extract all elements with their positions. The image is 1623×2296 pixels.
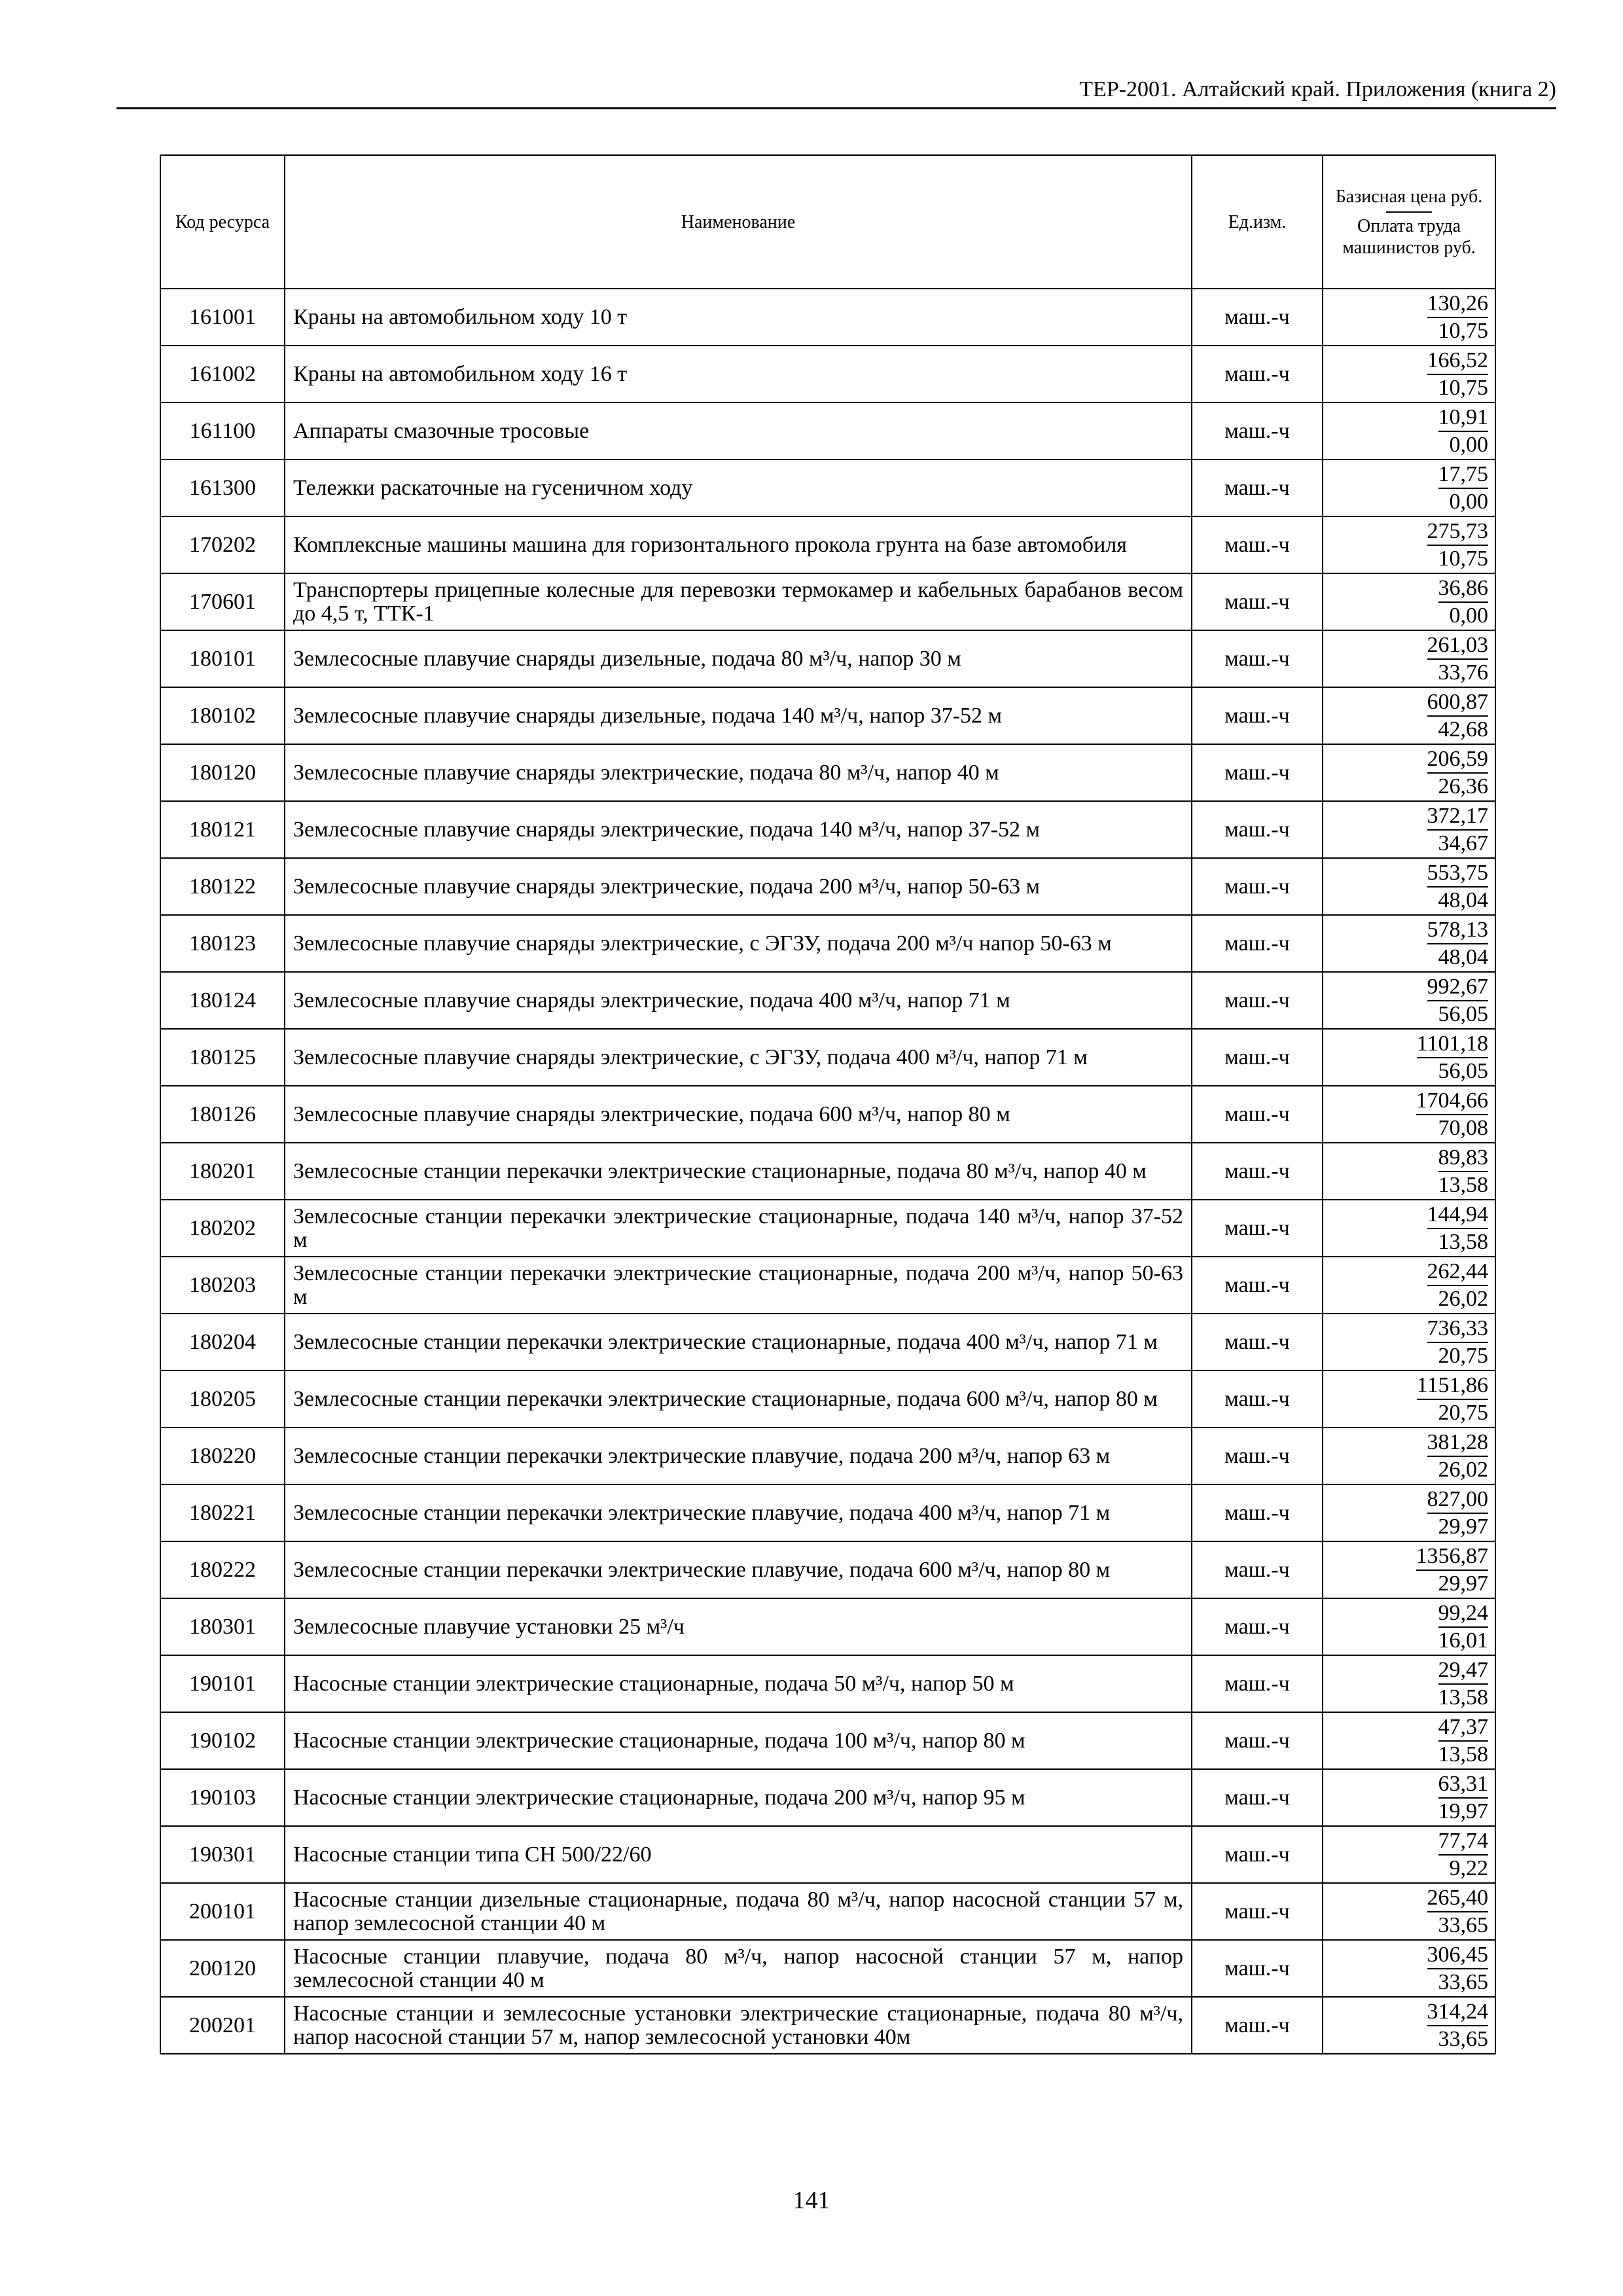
- base-price-value: 381,28: [1427, 1429, 1489, 1457]
- price-cell: [1323, 1257, 1495, 1314]
- base-price-value: 261,03: [1427, 632, 1489, 660]
- unit-cell: маш.-ч: [1192, 1940, 1323, 1997]
- table-row: [160, 1541, 1495, 1598]
- resource-name-cell: Краны на автомобильном ходу 16 т: [285, 346, 1192, 403]
- price-cell: [1323, 744, 1495, 801]
- resource-code-cell: 161002: [160, 346, 285, 403]
- unit-cell: маш.-ч: [1192, 289, 1323, 346]
- base-price-value: 306,45: [1427, 1942, 1489, 1969]
- price-fraction: [1427, 348, 1489, 401]
- table-row: [160, 1826, 1495, 1883]
- resource-name-cell: Насосные станции электрические стационарные, подача 50 м³/ч, напор 50 м: [285, 1655, 1192, 1712]
- price-cell: [1323, 687, 1495, 744]
- price-cell: [1323, 858, 1495, 915]
- page-number: 141: [793, 2187, 830, 2214]
- price-fraction: [1427, 1486, 1489, 1540]
- table-row: [160, 1769, 1495, 1826]
- table-row: [160, 687, 1495, 744]
- column-header-code: Код ресурса: [160, 155, 285, 289]
- price-fraction: [1427, 860, 1489, 914]
- resource-code-cell: 200101: [160, 1883, 285, 1940]
- price-cell: [1323, 1940, 1495, 1997]
- unit-cell: маш.-ч: [1192, 858, 1323, 915]
- resource-code-cell: 161100: [160, 403, 285, 459]
- base-price-value: 736,33: [1427, 1316, 1489, 1343]
- price-fraction: [1416, 1543, 1489, 1597]
- resource-table: [160, 154, 1496, 2054]
- table-row: [160, 744, 1495, 801]
- price-fraction: [1427, 689, 1489, 743]
- operator-wage-value: 29,97: [1438, 1571, 1488, 1596]
- table-row: [160, 1257, 1495, 1314]
- resource-name-cell: Землесосные станции перекачки электрические плавучие, подача 400 м³/ч, напор 71 м: [285, 1484, 1192, 1541]
- resource-code-cell: 200201: [160, 1997, 285, 2054]
- unit-cell: маш.-ч: [1192, 1883, 1323, 1940]
- operator-wage-value: 10,75: [1438, 318, 1488, 343]
- operator-wage-value: 19,97: [1438, 1799, 1488, 1823]
- price-cell: [1323, 1200, 1495, 1257]
- column-header-unit: Ед.изм.: [1192, 155, 1323, 289]
- operator-wage-value: 10,75: [1438, 375, 1488, 400]
- price-cell: [1323, 1769, 1495, 1826]
- column-header-operator-wage: Оплата труда машинистов руб.: [1342, 215, 1476, 258]
- resource-name-cell: Землесосные станции перекачки электрические плавучие, подача 600 м³/ч, напор 80 м: [285, 1541, 1192, 1598]
- resource-name-cell: Краны на автомобильном ходу 10 т: [285, 289, 1192, 346]
- resource-name-cell: Землесосные плавучие снаряды электрические, с ЭГЗУ, подача 200 м³/ч напор 50-63 м: [285, 915, 1192, 972]
- operator-wage-value: 33,76: [1438, 660, 1488, 685]
- price-cell: [1323, 1997, 1495, 2054]
- resource-code-cell: 180202: [160, 1200, 285, 1257]
- unit-cell: маш.-ч: [1192, 1484, 1323, 1541]
- price-cell: [1323, 1427, 1495, 1484]
- resource-code-cell: 180122: [160, 858, 285, 915]
- resource-name-cell: Насосные станции и землесосные установки электрические стационарные, подача 80 м³/ч, напор насосной станции 57 м, напор землесосной установки 40м: [285, 1997, 1192, 2054]
- resource-code-cell: 170601: [160, 573, 285, 630]
- table-row: [160, 289, 1495, 346]
- resource-name-cell: Землесосные плавучие снаряды электрические, подача 80 м³/ч, напор 40 м: [285, 744, 1192, 801]
- operator-wage-value: 34,67: [1438, 831, 1488, 855]
- resource-code-cell: 180101: [160, 630, 285, 687]
- price-fraction: [1427, 1942, 1489, 1996]
- base-price-value: 47,37: [1438, 1714, 1489, 1742]
- resource-code-cell: 161300: [160, 459, 285, 516]
- resource-name-cell: Землесосные плавучие снаряды дизельные, подача 80 м³/ч, напор 30 м: [285, 630, 1192, 687]
- table-row: [160, 858, 1495, 915]
- resource-name-cell: Комплексные машины машина для горизонтального прокола грунта на базе автомобиля: [285, 516, 1192, 573]
- table-row: [160, 1314, 1495, 1371]
- price-fraction: [1427, 746, 1489, 800]
- price-cell: [1323, 972, 1495, 1029]
- price-fraction: [1416, 1088, 1489, 1141]
- unit-cell: маш.-ч: [1192, 1997, 1323, 2054]
- base-price-value: 36,86: [1438, 575, 1489, 603]
- operator-wage-value: 56,05: [1438, 1001, 1488, 1026]
- price-fraction: [1427, 1429, 1489, 1483]
- resource-name-cell: Землесосные станции перекачки электрические стационарные, подача 80 м³/ч, напор 40 м: [285, 1143, 1192, 1200]
- unit-cell: маш.-ч: [1192, 1257, 1323, 1314]
- price-cell: [1323, 1826, 1495, 1883]
- base-price-value: 372,17: [1427, 803, 1489, 831]
- base-price-value: 1151,86: [1417, 1372, 1488, 1400]
- table-row: [160, 972, 1495, 1029]
- operator-wage-value: 48,04: [1438, 944, 1488, 969]
- price-fraction: [1438, 1600, 1489, 1654]
- operator-wage-value: 13,58: [1438, 1229, 1488, 1254]
- operator-wage-value: 33,65: [1438, 1969, 1488, 1994]
- resource-code-cell: 180201: [160, 1143, 285, 1200]
- unit-cell: маш.-ч: [1192, 972, 1323, 1029]
- unit-cell: маш.-ч: [1192, 1598, 1323, 1655]
- price-cell: [1323, 801, 1495, 858]
- table-row: [160, 1371, 1495, 1427]
- column-header-divider: [1386, 211, 1432, 213]
- resource-code-cell: 170202: [160, 516, 285, 573]
- table-row: [160, 573, 1495, 630]
- price-fraction: [1438, 1145, 1489, 1198]
- price-fraction: [1417, 1372, 1488, 1426]
- unit-cell: маш.-ч: [1192, 573, 1323, 630]
- resource-name-cell: Аппараты смазочные тросовые: [285, 403, 1192, 459]
- operator-wage-value: 26,36: [1438, 774, 1488, 798]
- base-price-value: 827,00: [1427, 1486, 1489, 1514]
- price-cell: [1323, 1314, 1495, 1371]
- operator-wage-value: 16,01: [1438, 1628, 1488, 1653]
- page-header: [116, 73, 1556, 109]
- resource-name-cell: Транспортеры прицепные колесные для перевозки термокамер и кабельных барабанов весом до 4,5 т, ТТК-1: [285, 573, 1192, 630]
- unit-cell: маш.-ч: [1192, 915, 1323, 972]
- base-price-value: 1101,18: [1417, 1031, 1488, 1058]
- price-cell: [1323, 403, 1495, 459]
- table-row: [160, 801, 1495, 858]
- base-price-value: 275,73: [1427, 518, 1489, 546]
- price-cell: [1323, 459, 1495, 516]
- operator-wage-value: 33,65: [1438, 1912, 1488, 1937]
- price-fraction: [1427, 803, 1489, 857]
- base-price-value: 166,52: [1427, 348, 1489, 375]
- resource-code-cell: 200120: [160, 1940, 285, 1997]
- table-row: [160, 1712, 1495, 1769]
- resource-code-cell: 190102: [160, 1712, 285, 1769]
- resource-name-cell: Землесосные станции перекачки электрические стационарные, подача 400 м³/ч, напор 71 м: [285, 1314, 1192, 1371]
- column-header-base-price: Базисная цена руб.: [1335, 186, 1483, 207]
- resource-name-cell: Тележки раскаточные на гусеничном ходу: [285, 459, 1192, 516]
- price-cell: [1323, 1712, 1495, 1769]
- resource-name-cell: Насосные станции электрические стационарные, подача 100 м³/ч, напор 80 м: [285, 1712, 1192, 1769]
- price-cell: [1323, 1086, 1495, 1143]
- operator-wage-value: 9,22: [1449, 1856, 1488, 1880]
- price-fraction: [1417, 1031, 1488, 1085]
- table-row: [160, 1655, 1495, 1712]
- table-row: [160, 1427, 1495, 1484]
- resource-name-cell: Землесосные плавучие снаряды электрические, подача 600 м³/ч, напор 80 м: [285, 1086, 1192, 1143]
- table-row: [160, 1086, 1495, 1143]
- unit-cell: маш.-ч: [1192, 1086, 1323, 1143]
- page-header-title: ТЕР-2001. Алтайский край. Приложения (книга 2): [1079, 77, 1556, 101]
- unit-cell: маш.-ч: [1192, 1541, 1323, 1598]
- price-cell: [1323, 289, 1495, 346]
- base-price-value: 578,13: [1427, 917, 1489, 944]
- unit-cell: маш.-ч: [1192, 687, 1323, 744]
- operator-wage-value: 56,05: [1438, 1058, 1488, 1083]
- base-price-value: 265,40: [1427, 1885, 1489, 1912]
- base-price-value: 77,74: [1438, 1828, 1489, 1856]
- unit-cell: маш.-ч: [1192, 346, 1323, 403]
- resource-code-cell: 180203: [160, 1257, 285, 1314]
- price-fraction: [1427, 1316, 1489, 1369]
- base-price-value: 29,47: [1438, 1657, 1489, 1685]
- table-row: [160, 915, 1495, 972]
- operator-wage-value: 48,04: [1438, 888, 1488, 912]
- resource-name-cell: Землесосные станции перекачки электрические стационарные, подача 200 м³/ч, напор 50-63 м: [285, 1257, 1192, 1314]
- table-row: [160, 1484, 1495, 1541]
- resource-name-cell: Землесосные плавучие снаряды электрические, подача 140 м³/ч, напор 37-52 м: [285, 801, 1192, 858]
- operator-wage-value: 70,08: [1438, 1115, 1488, 1140]
- price-fraction: [1427, 1259, 1489, 1312]
- table-row: [160, 403, 1495, 459]
- base-price-value: 99,24: [1438, 1600, 1489, 1628]
- base-price-value: 89,83: [1438, 1145, 1489, 1172]
- base-price-value: 130,26: [1427, 291, 1489, 318]
- resource-name-cell: Землесосные станции перекачки электрические плавучие, подача 200 м³/ч, напор 63 м: [285, 1427, 1192, 1484]
- table-row: [160, 1143, 1495, 1200]
- price-fraction: [1427, 632, 1489, 686]
- price-cell: [1323, 1598, 1495, 1655]
- price-fraction: [1438, 404, 1489, 458]
- column-header-name: Наименование: [285, 155, 1192, 289]
- price-fraction: [1438, 1657, 1489, 1711]
- resource-code-cell: 161001: [160, 289, 285, 346]
- unit-cell: маш.-ч: [1192, 630, 1323, 687]
- unit-cell: маш.-ч: [1192, 459, 1323, 516]
- resource-name-cell: Землесосные станции перекачки электрические стационарные, подача 140 м³/ч, напор 37-52 м: [285, 1200, 1192, 1257]
- operator-wage-value: 20,75: [1438, 1343, 1488, 1368]
- price-cell: [1323, 630, 1495, 687]
- price-fraction: [1427, 291, 1489, 344]
- resource-code-cell: 180124: [160, 972, 285, 1029]
- table-body: [160, 289, 1495, 2054]
- resource-code-cell: 180221: [160, 1484, 285, 1541]
- resource-code-cell: 180120: [160, 744, 285, 801]
- price-cell: [1323, 915, 1495, 972]
- table-header-row: [160, 155, 1495, 289]
- base-price-value: 63,31: [1438, 1771, 1489, 1799]
- base-price-value: 1356,87: [1416, 1543, 1489, 1571]
- resource-code-cell: 180121: [160, 801, 285, 858]
- operator-wage-value: 26,02: [1438, 1286, 1488, 1311]
- resource-name-cell: Землесосные плавучие снаряды электрические, с ЭГЗУ, подача 400 м³/ч, напор 71 м: [285, 1029, 1192, 1086]
- price-fraction: [1427, 1202, 1489, 1255]
- resource-name-cell: Насосные станции электрические стационарные, подача 200 м³/ч, напор 95 м: [285, 1769, 1192, 1826]
- resource-name-cell: Насосные станции типа СН 500/22/60: [285, 1826, 1192, 1883]
- resource-name-cell: Землесосные станции перекачки электрические стационарные, подача 600 м³/ч, напор 80 м: [285, 1371, 1192, 1427]
- price-cell: [1323, 1883, 1495, 1940]
- base-price-value: 314,24: [1427, 1999, 1489, 2026]
- table-row: [160, 1029, 1495, 1086]
- price-cell: [1323, 1143, 1495, 1200]
- table-row: [160, 516, 1495, 573]
- resource-name-cell: Насосные станции плавучие, подача 80 м³/ч, напор насосной станции 57 м, напор землесосной станции 40 м: [285, 1940, 1192, 1997]
- table-row: [160, 1598, 1495, 1655]
- operator-wage-value: 29,97: [1438, 1514, 1488, 1539]
- unit-cell: маш.-ч: [1192, 1826, 1323, 1883]
- unit-cell: маш.-ч: [1192, 1143, 1323, 1200]
- price-fraction: [1427, 518, 1489, 572]
- price-fraction: [1438, 1714, 1489, 1768]
- table-row: [160, 1940, 1495, 1997]
- base-price-value: 262,44: [1427, 1259, 1489, 1286]
- resource-code-cell: 180204: [160, 1314, 285, 1371]
- operator-wage-value: 20,75: [1438, 1400, 1488, 1425]
- price-cell: [1323, 1541, 1495, 1598]
- unit-cell: маш.-ч: [1192, 1029, 1323, 1086]
- resource-code-cell: 180123: [160, 915, 285, 972]
- unit-cell: маш.-ч: [1192, 1712, 1323, 1769]
- resource-code-cell: 180220: [160, 1427, 285, 1484]
- price-fraction: [1427, 974, 1489, 1028]
- price-cell: [1323, 346, 1495, 403]
- resource-code-cell: 180301: [160, 1598, 285, 1655]
- unit-cell: маш.-ч: [1192, 403, 1323, 459]
- operator-wage-value: 26,02: [1438, 1457, 1488, 1482]
- resource-code-cell: 180126: [160, 1086, 285, 1143]
- table-row: [160, 630, 1495, 687]
- resource-code-cell: 190301: [160, 1826, 285, 1883]
- table-row: [160, 459, 1495, 516]
- base-price-value: 553,75: [1427, 860, 1489, 888]
- unit-cell: маш.-ч: [1192, 1655, 1323, 1712]
- column-header-price: [1323, 155, 1495, 289]
- price-fraction: [1438, 461, 1489, 515]
- table-row: [160, 1997, 1495, 2054]
- resource-code-cell: 190101: [160, 1655, 285, 1712]
- price-cell: [1323, 1029, 1495, 1086]
- resource-name-cell: Землесосные плавучие установки 25 м³/ч: [285, 1598, 1192, 1655]
- unit-cell: маш.-ч: [1192, 801, 1323, 858]
- base-price-value: 206,59: [1427, 746, 1489, 774]
- resource-name-cell: Насосные станции дизельные стационарные, подача 80 м³/ч, напор насосной станции 57 м, напор землесосной станции 40 м: [285, 1883, 1192, 1940]
- resource-code-cell: 180205: [160, 1371, 285, 1427]
- price-fraction: [1427, 1885, 1489, 1939]
- price-fraction: [1427, 917, 1489, 971]
- unit-cell: маш.-ч: [1192, 1200, 1323, 1257]
- base-price-value: 992,67: [1427, 974, 1489, 1001]
- operator-wage-value: 0,00: [1449, 432, 1488, 457]
- unit-cell: маш.-ч: [1192, 744, 1323, 801]
- resource-code-cell: 190103: [160, 1769, 285, 1826]
- price-fraction: [1438, 1771, 1489, 1825]
- operator-wage-value: 10,75: [1438, 546, 1488, 571]
- unit-cell: маш.-ч: [1192, 1769, 1323, 1826]
- price-fraction: [1438, 1828, 1489, 1882]
- operator-wage-value: 0,00: [1449, 489, 1488, 514]
- price-cell: [1323, 1371, 1495, 1427]
- base-price-value: 600,87: [1427, 689, 1489, 717]
- price-cell: [1323, 573, 1495, 630]
- operator-wage-value: 42,68: [1438, 717, 1488, 742]
- table-row: [160, 346, 1495, 403]
- table-row: [160, 1200, 1495, 1257]
- price-fraction: [1427, 1999, 1489, 2053]
- price-cell: [1323, 1484, 1495, 1541]
- resource-code-cell: 180222: [160, 1541, 285, 1598]
- base-price-value: 1704,66: [1416, 1088, 1489, 1115]
- resource-name-cell: Землесосные плавучие снаряды электрические, подача 400 м³/ч, напор 71 м: [285, 972, 1192, 1029]
- base-price-value: 17,75: [1438, 461, 1489, 489]
- base-price-value: 10,91: [1438, 404, 1489, 432]
- resource-name-cell: Землесосные плавучие снаряды дизельные, подача 140 м³/ч, напор 37-52 м: [285, 687, 1192, 744]
- resource-code-cell: 180102: [160, 687, 285, 744]
- table-row: [160, 1883, 1495, 1940]
- base-price-value: 144,94: [1427, 1202, 1489, 1229]
- operator-wage-value: 13,58: [1438, 1685, 1488, 1710]
- price-fraction: [1438, 575, 1489, 629]
- unit-cell: маш.-ч: [1192, 1427, 1323, 1484]
- price-cell: [1323, 516, 1495, 573]
- operator-wage-value: 13,58: [1438, 1172, 1488, 1197]
- operator-wage-value: 0,00: [1449, 603, 1488, 628]
- resource-code-cell: 180125: [160, 1029, 285, 1086]
- operator-wage-value: 13,58: [1438, 1742, 1488, 1767]
- unit-cell: маш.-ч: [1192, 1314, 1323, 1371]
- operator-wage-value: 33,65: [1438, 2026, 1488, 2051]
- unit-cell: маш.-ч: [1192, 1371, 1323, 1427]
- unit-cell: маш.-ч: [1192, 516, 1323, 573]
- price-cell: [1323, 1655, 1495, 1712]
- resource-name-cell: Землесосные плавучие снаряды электрические, подача 200 м³/ч, напор 50-63 м: [285, 858, 1192, 915]
